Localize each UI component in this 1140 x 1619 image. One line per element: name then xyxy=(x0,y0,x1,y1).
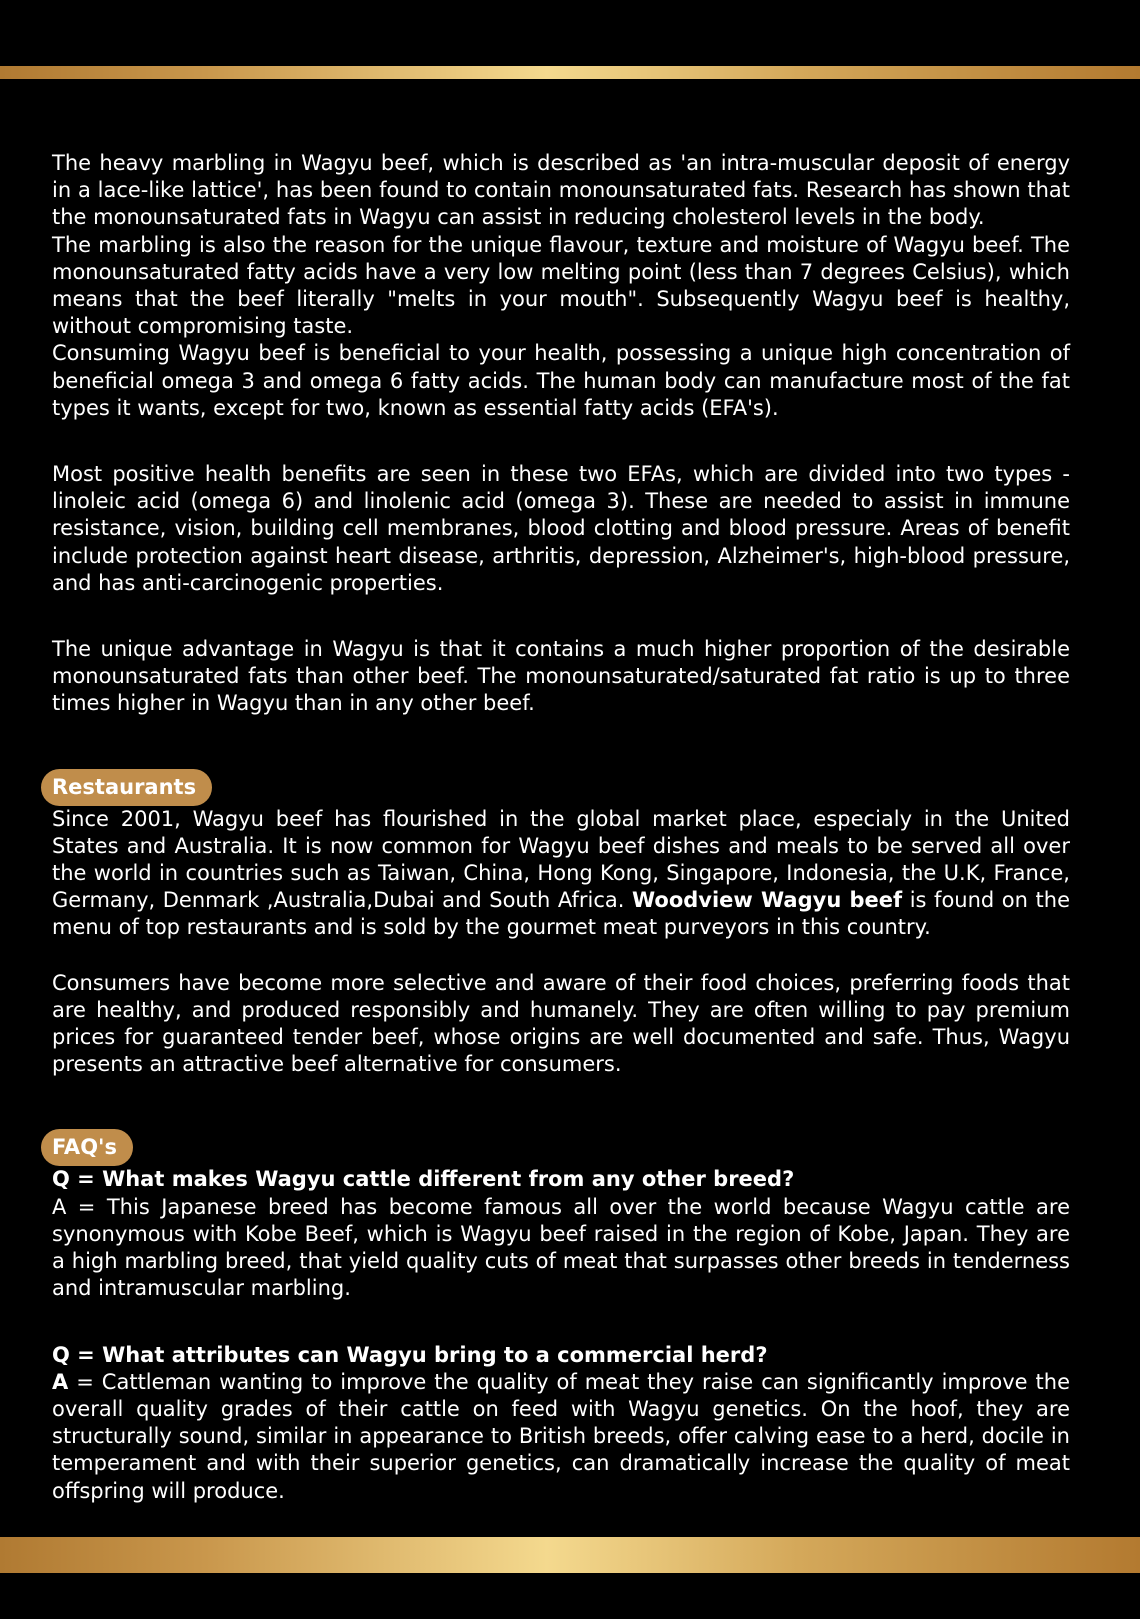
paragraph-consumers: Consumers have become more selective and aware of their food choices, preferring foods that are healthy, and produced responsibly and humanely. They are often willing to pay premium prices for guaranteed tender beef, whose origins are well documented and safe. Thus, Wagyu presents an attractive beef alternative for consumers. xyxy=(52,970,1070,1077)
article-content xyxy=(52,150,1070,1505)
spacer xyxy=(52,422,1070,461)
faq-heading-badge: FAQ's xyxy=(41,1129,133,1166)
faq-answer-2-text: = Cattleman wanting to improve the quality of meat they raise can significantly improve the overall quality grades of their cattle on feed with Wagyu genetics. On the hoof, they are structurally sound, similar in appearance to British breeds, offer calving ease to a herd, docile in temperament and with their superior genetics, can dramatically increase the quality of meat offspring will produce. xyxy=(52,1369,1070,1503)
paragraph-omega: Consuming Wagyu beef is beneficial to your health, possessing a unique high concentration of beneficial omega 3 and omega 6 fatty acids. The human body can manufacture most of the fat types it wants, except for two, known as essential fatty acids (EFA's). xyxy=(52,341,1070,420)
brand-name: Woodview Wagyu beef xyxy=(631,888,903,913)
faq-answer-2 xyxy=(52,1369,1070,1505)
restaurants-text-start: Since 2001, Wagyu beef has flourished in the global market place, especialy in the United States and Australia. It is now common for Wagyu beef dishes and meals to be served all over the world in countries such as Taiwan, China, Hong Kong, Singapore, Indonesia, the U.K, France, Germany, Denmark ,Australia,Dubai and South Africa. xyxy=(52,806,1070,913)
spacer xyxy=(52,942,1070,970)
paragraph-efa-benefits: Most positive health benefits are seen in these two EFAs, which are divided into two types - linoleic acid (omega 6) and linolenic acid (omega 3). These are needed to assist in immune resistance, vision, building cell membranes, blood clotting and blood pressure. Areas of benefit include protection against heart disease, arthritis, depression, Alzheimer's, high-blood pressure, and has anti-carcinogenic properties. xyxy=(52,462,1070,595)
faq-answer-1: A = This Japanese breed has become famous all over the world because Wagyu cattle are synonymous with Kobe Beef, which is Wagyu beef raised in the region of Kobe, Japan. They are a high marbling breed, that yield quality cuts of meat that surpasses other breeds in tenderness and intramuscular marbling. xyxy=(52,1194,1070,1301)
bottom-gold-bar xyxy=(0,1537,1140,1573)
paragraph-restaurants xyxy=(52,806,1070,942)
spacer xyxy=(52,1078,1070,1129)
faq-answer-2-label: A xyxy=(52,1369,69,1394)
spacer xyxy=(52,718,1070,769)
restaurants-heading-badge: Restaurants xyxy=(41,769,212,806)
spacer xyxy=(52,1303,1070,1342)
restaurants-text-end: is found on the menu of top restaurants and is sold by the gourmet meat purveyors in this country. xyxy=(52,888,1070,940)
paragraph-flavour: The marbling is also the reason for the unique flavour, texture and moisture of Wagyu beef. The monounsaturated fatty acids have a very low melting point (less than 7 degrees Celsius), which means that the beef literally "melts in your mouth". Subsequently Wagyu beef is healthy, without compromising taste. xyxy=(52,232,1070,339)
top-gold-bar xyxy=(0,66,1140,79)
spacer xyxy=(52,597,1070,636)
faq-question-2: Q = What attributes can Wagyu bring to a commercial herd? xyxy=(52,1342,768,1367)
paragraph-marbling: The heavy marbling in Wagyu beef, which is described as 'an intra-muscular deposit of energy in a lace-like lattice', has been found to contain monounsaturated fats. Research has shown that the monounsaturated fats in Wagyu can assist in reducing cholesterol levels in the body. xyxy=(52,151,1070,230)
faq-question-1: Q = What makes Wagyu cattle different from any other breed? xyxy=(52,1167,795,1192)
paragraph-unique-advantage: The unique advantage in Wagyu is that it contains a much higher proportion of the desirable monounsaturated fats than other beef. The monounsaturated/saturated fat ratio is up to three times higher in Wagyu than in any other beef. xyxy=(52,637,1070,716)
